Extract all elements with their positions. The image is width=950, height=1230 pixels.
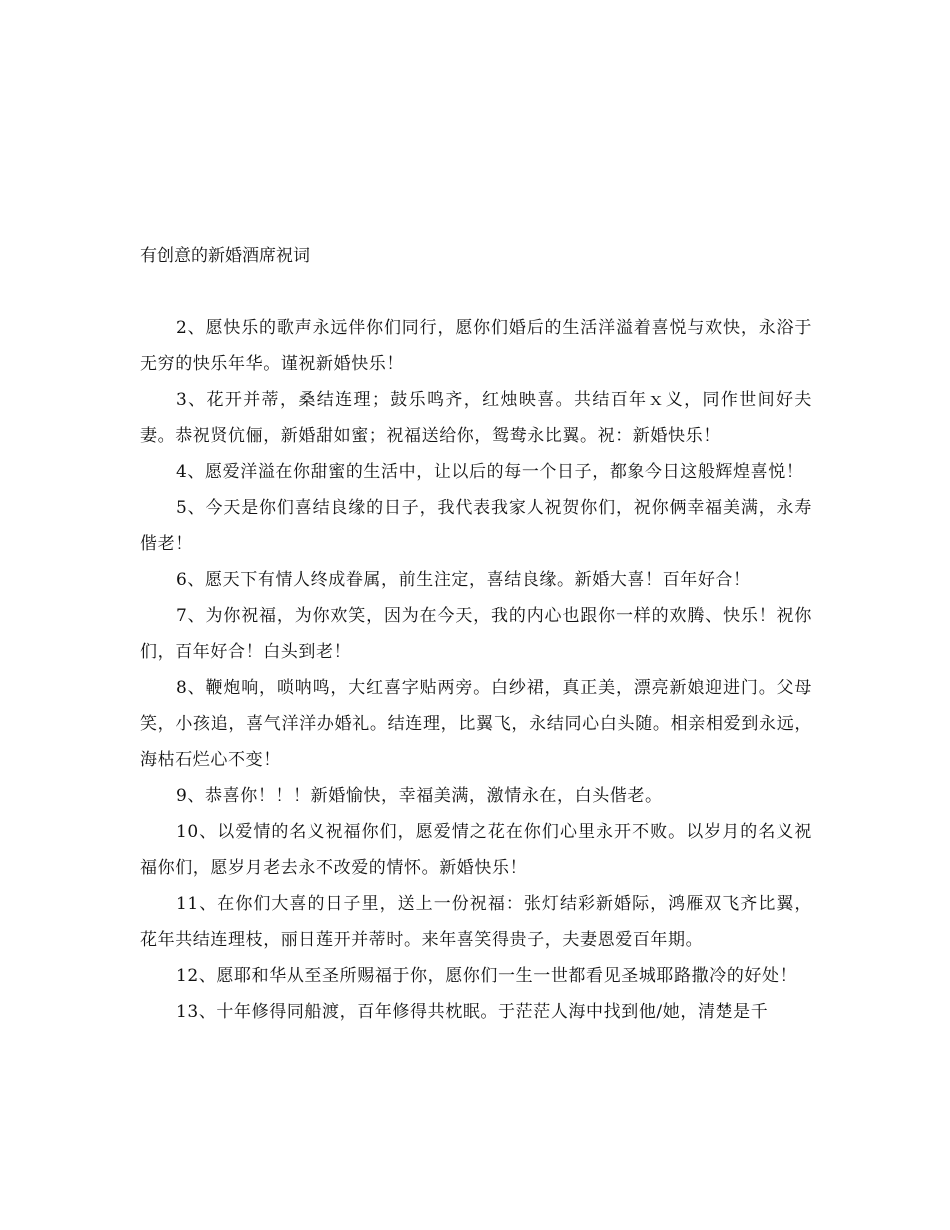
paragraph-9: 9、恭喜你！！！新婚愉快，幸福美满，激情永在，白头偕老。 (176, 786, 663, 806)
paragraph-10: 10、以爱情的名义祝福你们，愿爱情之花在你们心里永开不败。以岁月的名义祝福你们，愿岁月老去永不改爱的情怀。新婚快乐！ (140, 822, 812, 878)
paragraph-8: 8、鞭炮响，唢呐鸣，大红喜字贴两旁。白纱裙，真正美，漂亮新娘迎进门。父母笑，小孩追，喜气洋洋办婚礼。结连理，比翼飞，永结同心白头随。相亲相爱到永远，海枯石烂心不变！ (140, 678, 812, 770)
document-title: 有创意的新婚酒席祝词 (140, 246, 310, 266)
paragraph-3: 3、花开并蒂，桑结连理；鼓乐鸣齐，红烛映喜。共结百年ｘ义，同作世间好夫妻。恭祝贤伉俪，新婚甜如蜜；祝福送给你，鸳鸯永比翼。祝：新婚快乐！ (140, 390, 812, 446)
paragraph-2: 2、愿快乐的歌声永远伴你们同行，愿你们婚后的生活洋溢着喜悦与欢快，永浴于无穷的快乐年华。谨祝新婚快乐！ (140, 318, 812, 374)
paragraph-12: 12、愿耶和华从至圣所赐福于你，愿你们一生一世都看见圣城耶路撒冷的好处！ (176, 966, 798, 986)
paragraph-6: 6、愿天下有情人终成眷属，前生注定，喜结良缘。新婚大喜！百年好合！ (176, 570, 751, 590)
document-body (140, 310, 812, 1030)
paragraph-11: 11、在你们大喜的日子里，送上一份祝福：张灯结彩新婚际，鸿雁双飞齐比翼，花年共结连理枝，丽日莲开并蒂时。来年喜笑得贵子，夫妻恩爱百年期。 (140, 894, 812, 950)
paragraph-7: 7、为你祝福，为你欢笑，因为在今天，我的内心也跟你一样的欢腾、快乐！祝你们，百年好合！白头到老！ (140, 606, 812, 662)
paragraph-4: 4、愿爱洋溢在你甜蜜的生活中，让以后的每一个日子，都象今日这般辉煌喜悦！ (176, 462, 804, 482)
paragraph-13: 13、十年修得同船渡，百年修得共枕眠。于茫茫人海中找到他/她，清楚是千 (176, 1002, 769, 1022)
paragraph-5: 5、今天是你们喜结良缘的日子，我代表我家人祝贺你们，祝你俩幸福美满，永寿偕老！ (140, 498, 812, 554)
